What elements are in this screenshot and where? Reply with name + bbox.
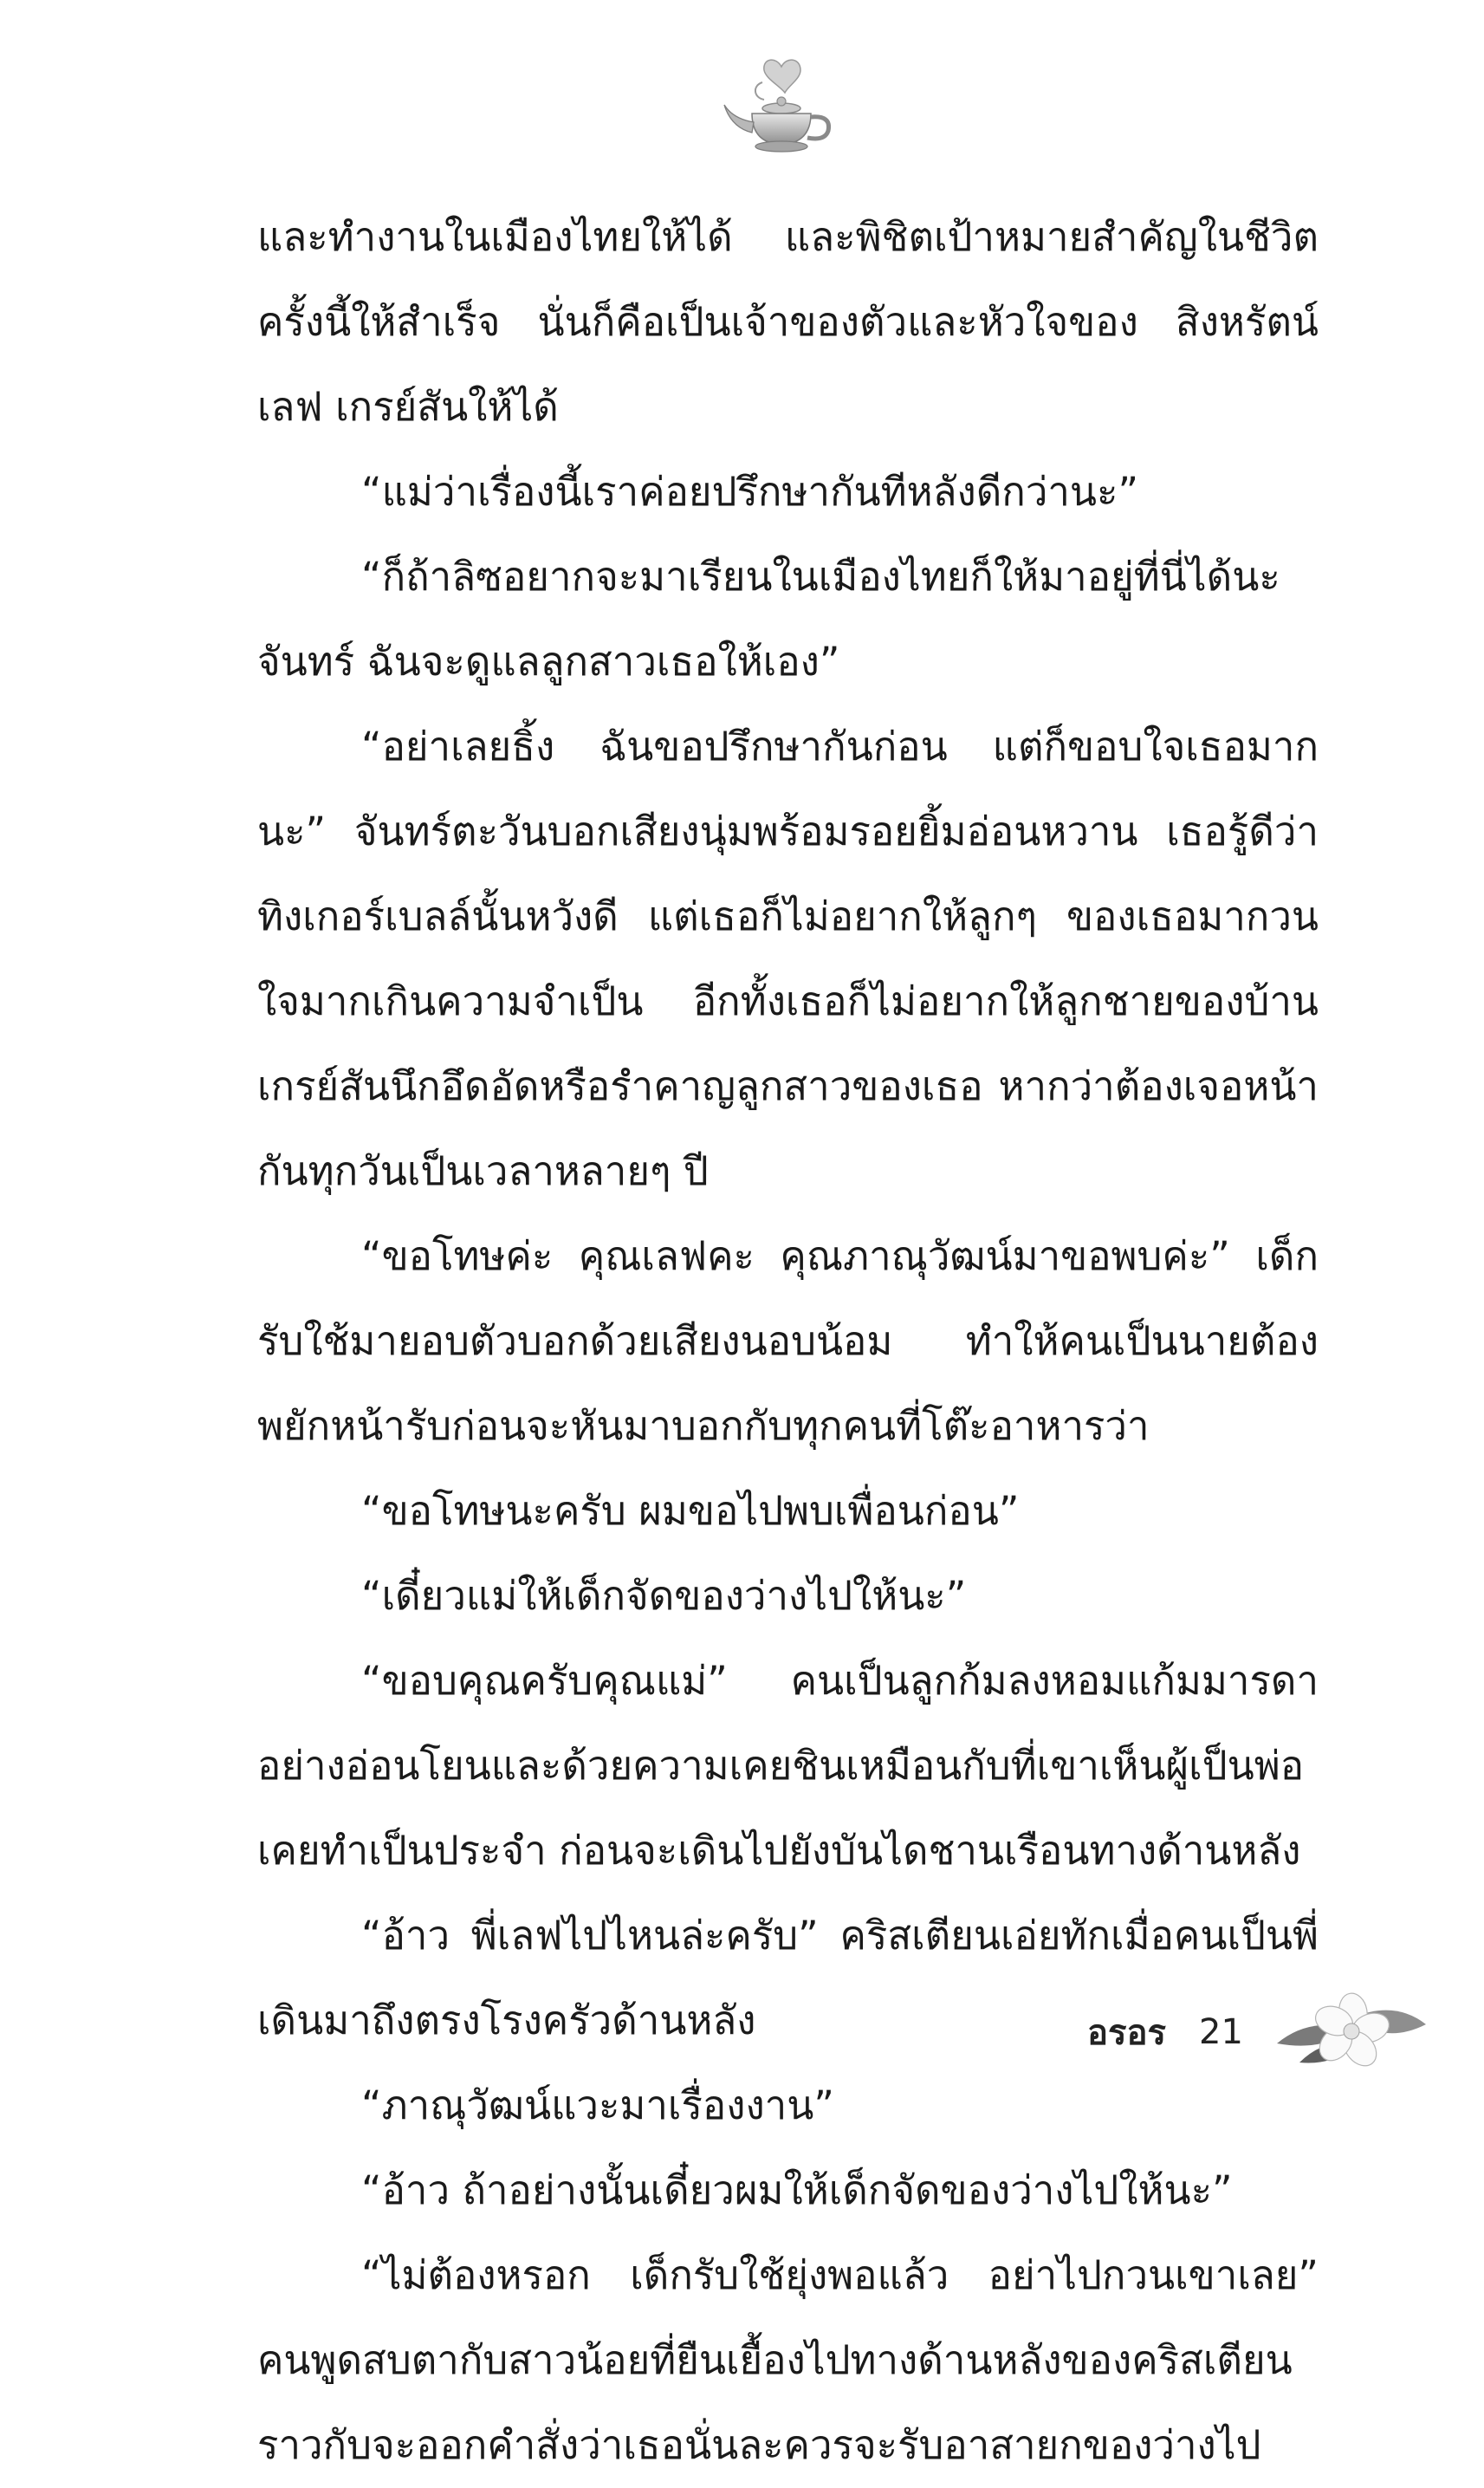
paragraph: “ก็ถ้าลิซอยากจะมาเรียนในเมืองไทยก็ให้มาอยู่ที่นี่ได้นะจันทร์ ฉันจะดูแลลูกสาวเธอให้เอง”	[257, 554, 1280, 685]
paragraph: “ภาณุวัฒน์แวะมาเรื่องงาน”	[361, 2082, 834, 2128]
page-footer	[1087, 2006, 1243, 2058]
paragraph: “แม่ว่าเรื่องนี้เราค่อยปรึกษากันทีหลังดีกว่านะ”	[361, 469, 1139, 515]
paragraph: “ไม่ต้องหรอก เด็กรับใช้ยุ่งพอแล้ว อย่าไปกวนเขาเลย” คนพูดสบตากับสาวน้อยที่ยืนเยื้องไปทางด้านหลังของคริสเตียนราวกับจะออกคำสั่งว่าเธอนั่นละควรจะรับอาสายกของว่างไป	[257, 2252, 1319, 2468]
paragraph: และทำงานในเมืองไทยให้ได้ และพิชิตเป้าหมายสำคัญในชีวิตครั้งนี้ให้สำเร็จ นั่นก็คือเป็นเจ้าของตัวและหัวใจของ สิงหรัตน์ เลฟ เกรย์สันให้ได้	[257, 214, 1319, 430]
paragraph: “เดี๋ยวแม่ให้เด็กจัดของว่างไปให้นะ”	[361, 1573, 967, 1619]
paragraph: “ขอโทษนะครับ ผมขอไปพบเพื่อนก่อน”	[361, 1488, 1020, 1534]
paragraph: “อ้าว พี่เลฟไปไหนล่ะครับ” คริสเตียนเอ่ยทักเมื่อคนเป็นพี่เดินมาถึงตรงโรงครัวด้านหลัง	[257, 1913, 1319, 2043]
paragraph: “ขอบคุณครับคุณแม่” คนเป็นลูกก้มลงหอมแก้มมารดาอย่างอ่อนโยนและด้วยความเคยชินเหมือนกับที่เขาเห็นผู้เป็นพ่อเคยทำเป็นประจำ ก่อนจะเดินไปยังบันไดชานเรือนทางด้านหลัง	[257, 1658, 1319, 1874]
page-number: 21	[1199, 2012, 1243, 2052]
paragraph: “อ้าว ถ้าอย่างนั้นเดี๋ยวผมให้เด็กจัดของว่างไปให้นะ”	[361, 2167, 1233, 2213]
paragraph: “ขอโทษค่ะ คุณเลฟคะ คุณภาณุวัฒน์มาขอพบค่ะ” เด็กรับใช้มายอบตัวบอกด้วยเสียงนอบน้อม ทำให้คนเป็นนายต้องพยักหน้ารับก่อนจะหันมาบอกกับทุกคนที่โต๊ะอาหารว่า	[257, 1233, 1319, 1449]
flower-ornament-icon	[1273, 1983, 1429, 2078]
body-text	[257, 195, 1319, 2488]
book-title: อรอร	[1087, 2013, 1167, 2053]
teapot-ornament-icon	[702, 48, 858, 165]
paragraph: “อย่าเลยธิ้ง ฉันขอปรึกษากันก่อน แต่ก็ขอบใจเธอมากนะ” จันทร์ตะวันบอกเสียงนุ่มพร้อมรอยยิ้มอ่อนหวาน เธอรู้ดีว่าทิงเกอร์เบลล์นั้นหวังดี แต่เธอก็ไม่อยากให้ลูกๆ ของเธอมากวนใจมากเกินความจำเป็น อีกทั้งเธอก็ไม่อยากให้ลูกชายของบ้านเกรย์สันนึกอึดอัดหรือรำคาญลูกสาวของเธอ หากว่าต้องเจอหน้ากันทุกวันเป็นเวลาหลายๆ ปี	[257, 724, 1319, 1194]
